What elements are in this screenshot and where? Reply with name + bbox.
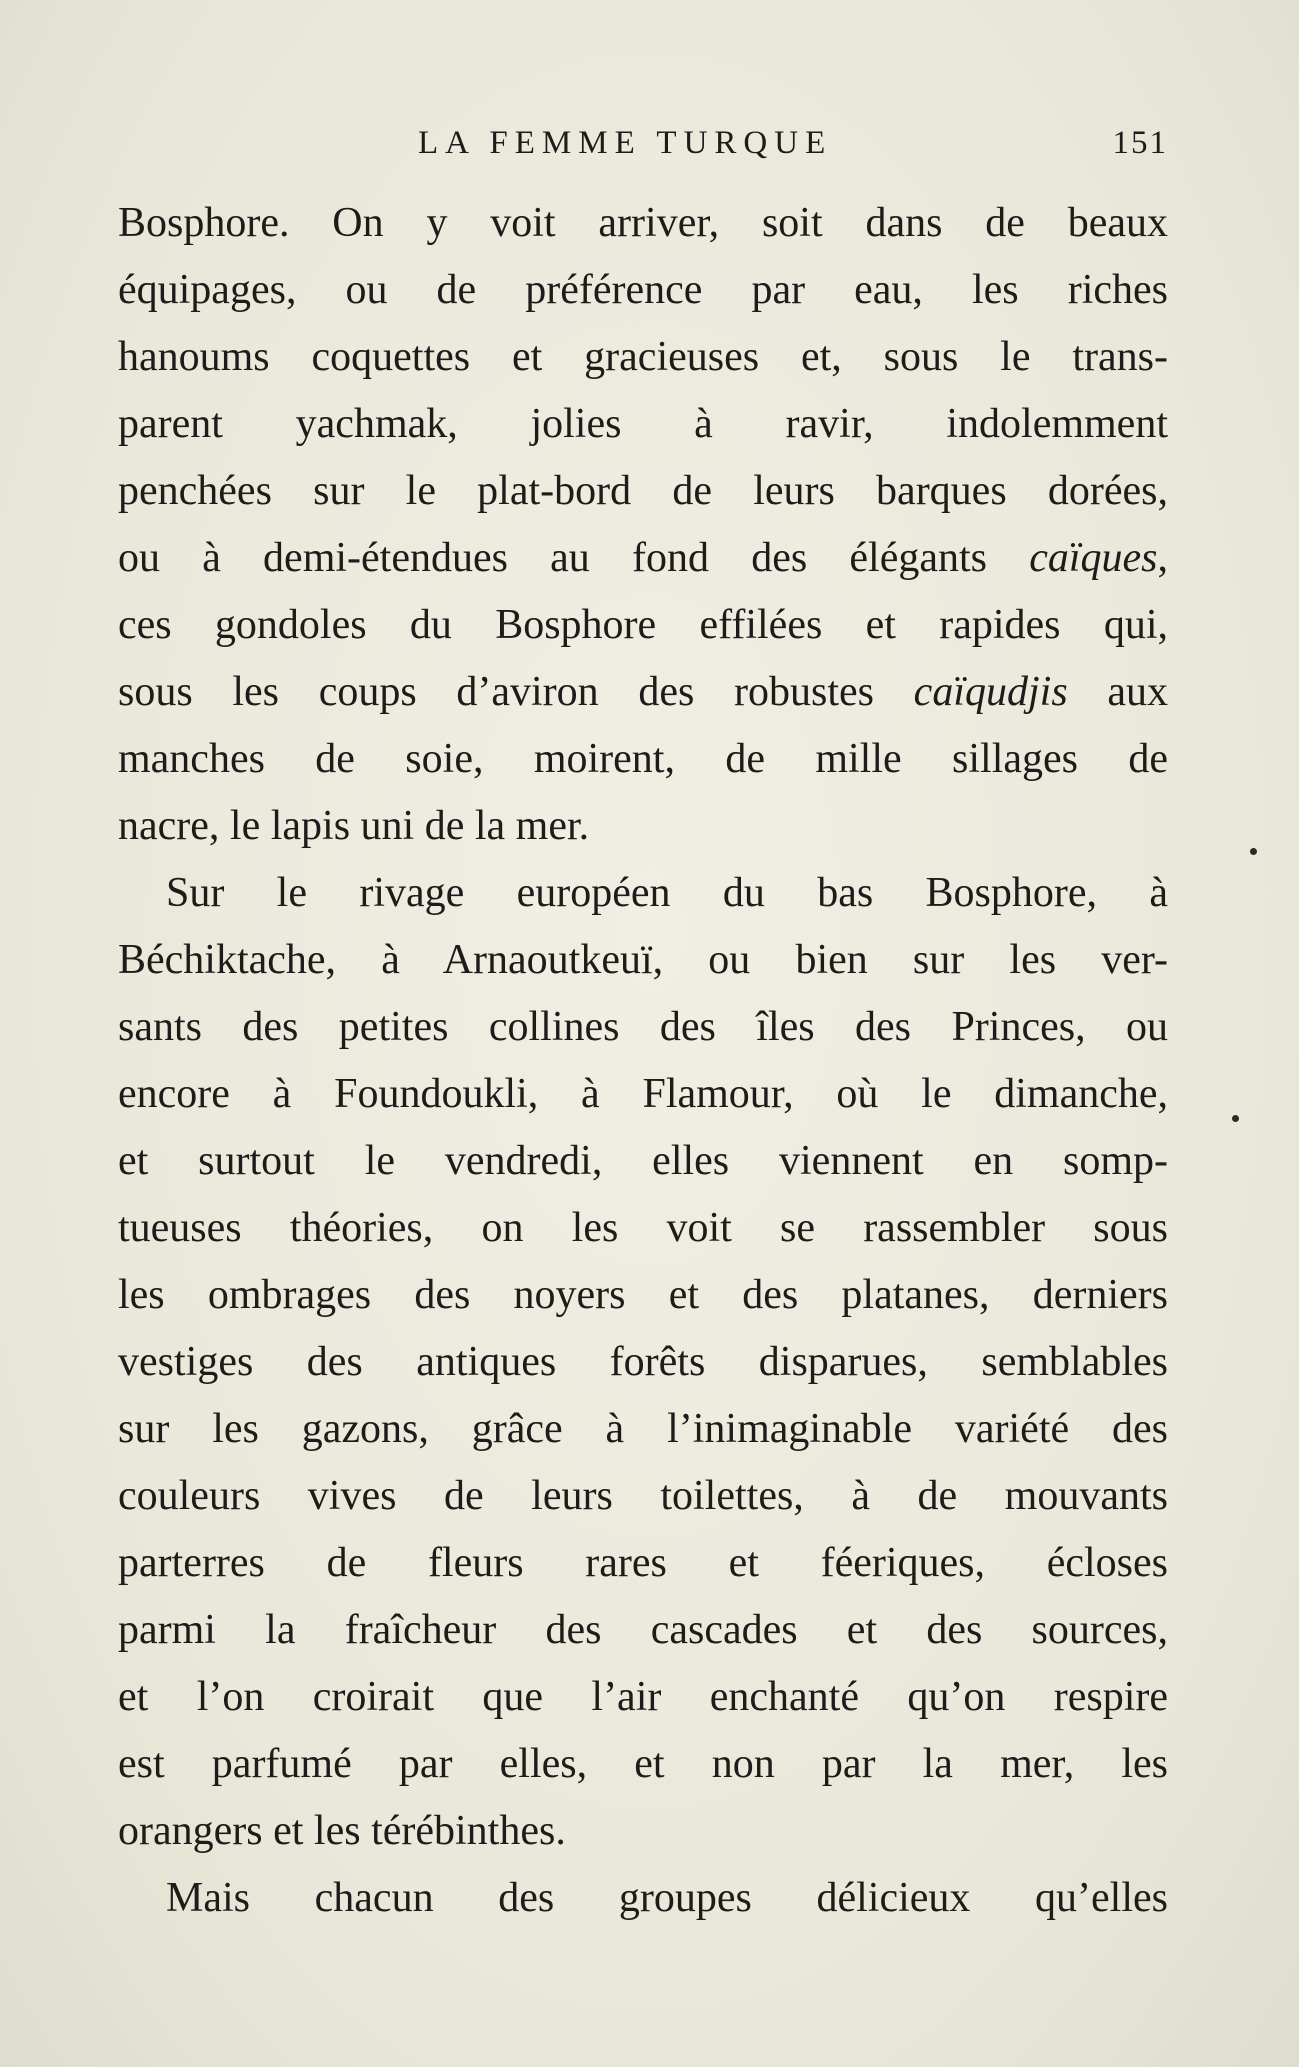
text-line-15 xyxy=(118,1128,1168,1195)
italic-word: caïques xyxy=(1029,535,1158,581)
text-line-24 xyxy=(118,1731,1168,1798)
text-segment: est parfumé par elles, et non par la mer, les xyxy=(118,1741,1168,1787)
text-line-13 xyxy=(118,994,1168,1061)
text-line-20 xyxy=(118,1463,1168,1530)
text-line-25 xyxy=(118,1798,1168,1865)
running-title: LA FEMME TURQUE xyxy=(418,125,833,161)
text-line-4 xyxy=(118,391,1168,458)
text-segment: sous les coups d’aviron des robustes xyxy=(118,669,914,715)
paper-speck xyxy=(1232,1115,1239,1122)
text-line-2 xyxy=(118,257,1168,324)
text-segment: et l’on croirait que l’air enchanté qu’on respire xyxy=(118,1674,1168,1720)
text-line-14 xyxy=(118,1061,1168,1128)
text-segment: encore à Foundoukli, à Flamour, où le dimanche, xyxy=(118,1071,1168,1117)
text-line-5 xyxy=(118,458,1168,525)
text-segment: parterres de fleurs rares et féeriques, écloses xyxy=(118,1540,1168,1586)
text-line-6 xyxy=(118,525,1168,592)
text-segment: parmi la fraîcheur des cascades et des sources, xyxy=(118,1607,1168,1653)
text-line-22 xyxy=(118,1597,1168,1664)
text-line-21 xyxy=(118,1530,1168,1597)
text-segment: tueuses théories, on les voit se rassembler sous xyxy=(118,1205,1168,1251)
paper-speck xyxy=(1250,848,1257,855)
text-segment: aux xyxy=(1067,669,1168,715)
text-line-8 xyxy=(118,659,1168,726)
text-line-11 xyxy=(118,860,1168,927)
text-line-3 xyxy=(118,324,1168,391)
text-segment: Sur le rivage européen du bas Bosphore, à xyxy=(166,870,1168,916)
text-segment: parent yachmak, jolies à ravir, indolemment xyxy=(118,401,1168,447)
body-text xyxy=(118,190,1168,1932)
text-segment: équipages, ou de préférence par eau, les riches xyxy=(118,267,1168,313)
text-line-23 xyxy=(118,1664,1168,1731)
text-line-7 xyxy=(118,592,1168,659)
text-segment: ces gondoles du Bosphore effilées et rapides qui, xyxy=(118,602,1168,648)
text-line-18 xyxy=(118,1329,1168,1396)
text-line-17 xyxy=(118,1262,1168,1329)
text-segment: sur les gazons, grâce à l’inimaginable variété des xyxy=(118,1406,1168,1452)
text-segment: , xyxy=(1157,535,1168,581)
text-segment: hanoums coquettes et gracieuses et, sous le trans- xyxy=(118,334,1168,380)
text-segment: nacre, le lapis uni de la mer. xyxy=(118,803,590,849)
text-segment: orangers et les térébinthes. xyxy=(118,1808,566,1854)
text-line-1 xyxy=(118,190,1168,257)
text-segment: les ombrages des noyers et des platanes, derniers xyxy=(118,1272,1168,1318)
text-line-19 xyxy=(118,1396,1168,1463)
italic-word: caïqudjis xyxy=(913,669,1068,715)
text-segment: et surtout le vendredi, elles viennent en somp- xyxy=(118,1138,1168,1184)
text-line-10 xyxy=(118,793,1168,860)
text-segment: ou à demi-étendues au fond des élégants xyxy=(118,535,1030,581)
text-segment: penchées sur le plat-bord de leurs barques dorées, xyxy=(118,468,1168,514)
text-segment: sants des petites collines des îles des Princes, ou xyxy=(118,1004,1168,1050)
text-segment: Mais chacun des groupes délicieux qu’elles xyxy=(166,1875,1168,1921)
text-segment: couleurs vives de leurs toilettes, à de mouvants xyxy=(118,1473,1168,1519)
text-line-16 xyxy=(118,1195,1168,1262)
text-line-12 xyxy=(118,927,1168,994)
text-line-26 xyxy=(118,1865,1168,1932)
text-segment: manches de soie, moirent, de mille sillages de xyxy=(118,736,1168,782)
running-head xyxy=(118,118,1168,168)
text-segment: vestiges des antiques forêts disparues, semblables xyxy=(118,1339,1168,1385)
text-line-9 xyxy=(118,726,1168,793)
text-segment: Bosphore. On y voit arriver, soit dans de beaux xyxy=(118,200,1168,246)
page-number: 151 xyxy=(1112,125,1168,161)
text-segment: Béchiktache, à Arnaoutkeuï, ou bien sur les ver- xyxy=(118,937,1168,983)
